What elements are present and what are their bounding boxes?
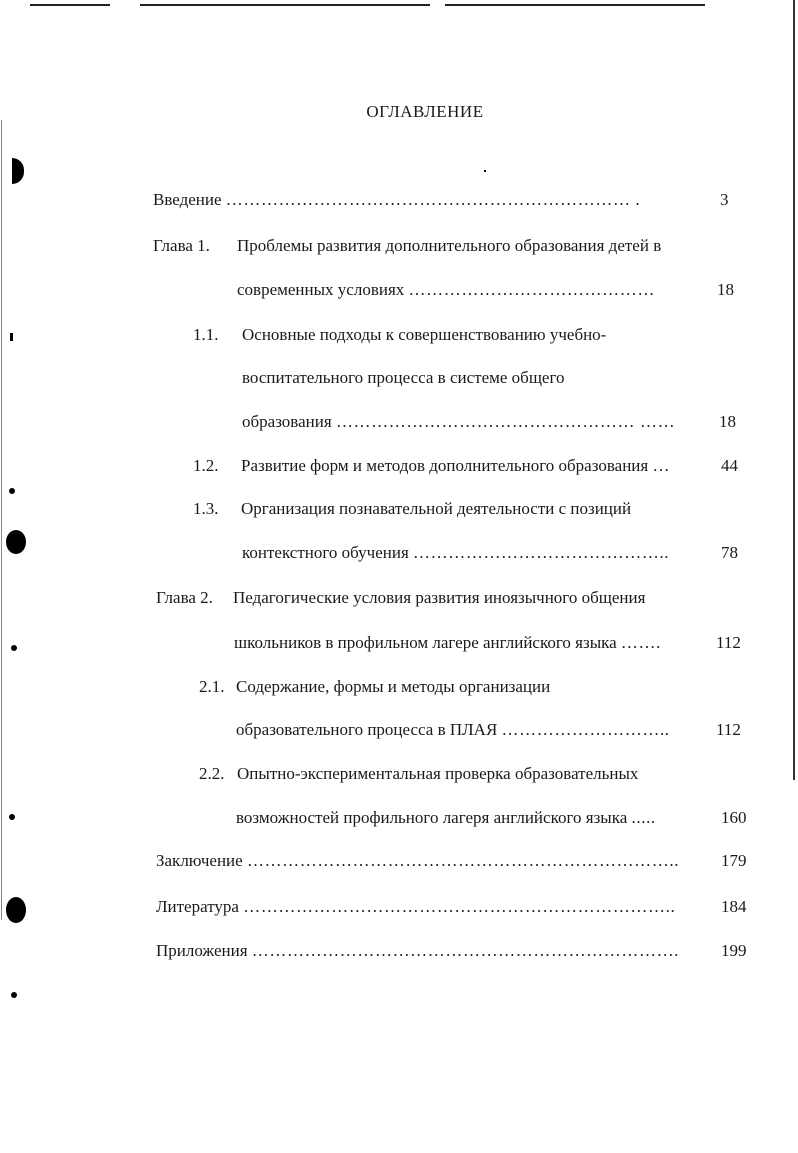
toc-entry-text: воспитательного процесса в системе общего	[242, 368, 565, 387]
toc-entry-text: Приложения	[156, 941, 248, 960]
toc-section-number: 2.1.	[199, 677, 225, 696]
toc-entry-introduction	[153, 190, 640, 210]
scan-top-edge	[30, 4, 110, 6]
scan-top-edge	[445, 4, 705, 6]
toc-page-number: 3	[720, 190, 729, 209]
toc-entry-text: Организация познавательной деятельности с позиций	[241, 499, 632, 518]
toc-entry-literature	[156, 897, 675, 917]
toc-page-number: 78	[721, 543, 738, 562]
toc-entry-text: Педагогические условия развития иноязычного общения	[233, 588, 646, 607]
page-title: ОГЛАВЛЕНИЕ	[366, 102, 484, 121]
toc-leader-dots: ………………………..	[501, 720, 670, 739]
toc-leader-dots: ………………………………………………………………..	[246, 851, 680, 870]
toc-entry-text: Литература	[156, 897, 239, 916]
toc-section-number: 1.1.	[193, 325, 219, 344]
speck	[9, 814, 15, 820]
toc-page-number: 179	[721, 851, 747, 870]
toc-page-number: 160	[721, 808, 747, 827]
toc-leader-dots: ………………………………………………………………..	[243, 897, 676, 916]
toc-page-number: 18	[717, 280, 734, 299]
punch-hole	[12, 158, 24, 184]
toc-page-number: 18	[719, 412, 736, 431]
speck	[484, 170, 486, 172]
punch-hole	[6, 897, 26, 923]
toc-entry-text: Развитие форм и методов дополнительного образования …	[241, 456, 671, 475]
toc-section-number: 1.2.	[193, 456, 219, 475]
toc-entry-text: Опытно-экспериментальная проверка образовательных	[237, 764, 639, 783]
toc-leader-dots: ……………………………………………………………….	[251, 941, 680, 960]
toc-entry-appendices	[156, 941, 679, 961]
toc-leader-dots: ……………………………………	[408, 280, 655, 299]
toc-section-number: 2.2.	[199, 764, 225, 783]
speck	[10, 333, 13, 341]
speck	[11, 645, 17, 651]
toc-entry-text: Основные подходы к совершенствованию учебно-	[242, 325, 607, 344]
toc-chapter-number: Глава 1.	[153, 236, 210, 255]
toc-page-number: 112	[716, 633, 741, 652]
toc-page-number: 184	[721, 897, 747, 916]
toc-leader-dots: …………………………………………………………… .	[225, 190, 641, 209]
toc-entry-text: образовательного процесса в ПЛАЯ ………………………..	[236, 720, 670, 739]
toc-section-number: 1.3.	[193, 499, 219, 518]
speck	[9, 488, 15, 494]
toc-entry-conclusion	[156, 851, 679, 871]
toc-leader-dots: …………………………………………… ……	[335, 412, 676, 431]
toc-chapter-number: Глава 2.	[156, 588, 213, 607]
punch-hole	[6, 530, 26, 554]
toc-entry-text: Содержание, формы и методы организации	[236, 677, 551, 696]
toc-entry-text: школьников в профильном лагере английского языка …….	[234, 633, 661, 652]
toc-entry-text: Проблемы развития дополнительного образования детей в	[237, 236, 662, 255]
toc-page-number: 112	[716, 720, 741, 739]
toc-leader-dots: ……………………………………..	[413, 543, 670, 562]
toc-leader-dots: .....	[631, 808, 656, 827]
toc-entry-text: возможностей профильного лагеря английского языка .....	[236, 808, 656, 827]
toc-entry-text: Заключение	[156, 851, 243, 870]
toc-entry-text: образования …………………………………………… ……	[242, 412, 676, 431]
speck	[11, 992, 17, 998]
toc-entry-text: Введение	[153, 190, 222, 209]
scan-left-edge	[1, 120, 2, 920]
toc-entry-text: современных условиях ……………………………………	[237, 280, 655, 299]
toc-entry-text: контекстного обучения ……………………………………..	[242, 543, 670, 562]
toc-leader-dots: …….	[620, 633, 661, 652]
toc-page-number: 199	[721, 941, 747, 960]
toc-page-number: 44	[721, 456, 738, 475]
toc-leader-dots: …	[652, 456, 671, 475]
scan-top-edge	[140, 4, 430, 6]
